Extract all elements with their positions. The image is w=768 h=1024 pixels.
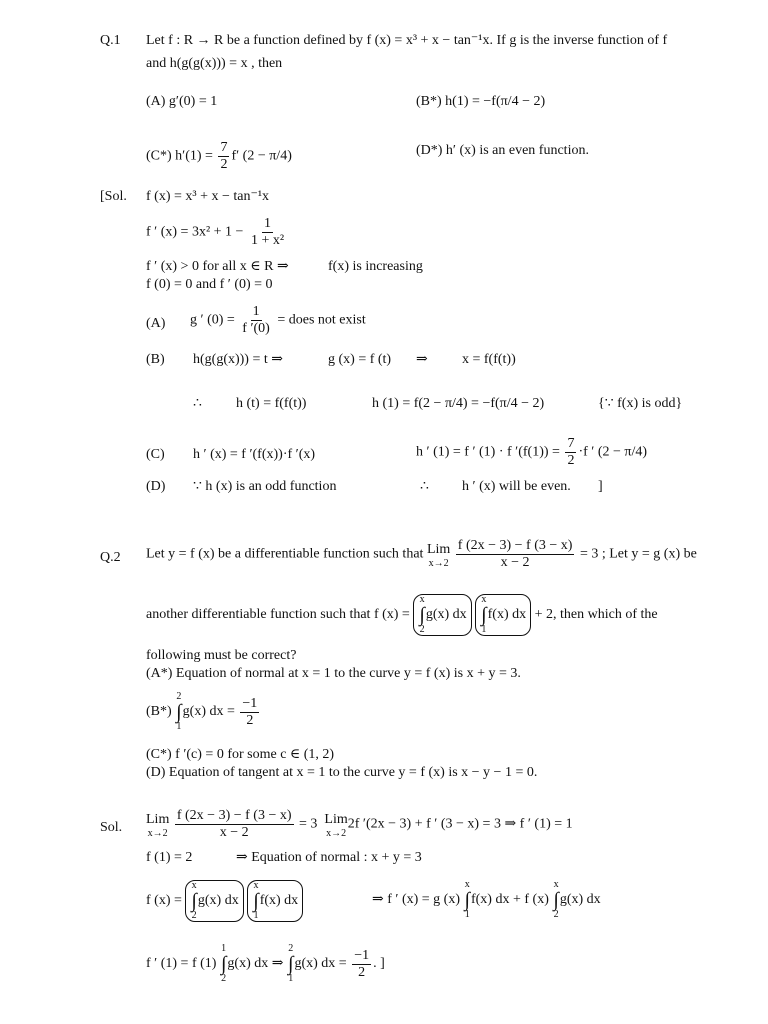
solution-line: f ′ (x) = 3x² + 1 − $\frac{1}{\text{1 + x²}}$ — [146, 216, 285, 248]
solution-label: [Sol. — [100, 189, 127, 204]
part-label: (D) — [146, 479, 166, 494]
solution-line: f ′ (x) > 0 for all x ∈ R ⇒ — [146, 259, 289, 274]
solution-line: h ′ (x) will be even. — [462, 479, 571, 494]
question-stem-line: another differentiable function such that f (x) = x ∫ 2 g(x) dx x ∫ 1 f(x) dx + 2, then which of the — [146, 594, 658, 635]
question-number: Q.2 — [100, 550, 121, 565]
option-c: (C*) h′(1) = $\frac{7}{2}$ f′ (2 − π/4) — [146, 140, 292, 172]
solution-line: g ′ (0) = $\frac{1}{f '(0)}$ = does not exist — [190, 304, 366, 336]
solution-line: ⇒ — [416, 352, 428, 367]
option-d: (D*) h′ (x) is an even function. — [416, 143, 589, 158]
solution-line: f(x) is increasing — [328, 259, 423, 274]
solution-line: f (1) = 2 — [146, 850, 193, 865]
option-a: (A*) Equation of normal at x = 1 to the curve y = f (x) is x + y = 3. — [146, 666, 521, 681]
therefore-symbol: ∴ — [420, 479, 429, 494]
option-a: (A) g′(0) = 1 — [146, 94, 218, 109]
part-label: (B) — [146, 352, 165, 367]
option-c: (C*) f ′(c) = 0 for some c ∈ (1, 2) — [146, 747, 335, 762]
part-label: (A) — [146, 316, 166, 331]
solution-line: f (0) = 0 and f ′ (0) = 0 — [146, 277, 273, 292]
solution-line: ∵ h (x) is an odd function — [193, 479, 337, 494]
solution-line: h (1) = f(2 − π/4) = −f(π/4 − 2) — [372, 396, 545, 411]
closing-bracket: ] — [598, 479, 603, 494]
option-b: (B*) h(1) = −f(π/4 − 2) — [416, 94, 546, 109]
question-stem-line: Let y = f (x) be a differentiable function such that Lim x→2 $\frac{f (2x - 3) - f (3 - x)}{x - 2}$ = 3 ; Let y = g (x) be — [146, 538, 697, 570]
question-stem-line: and h(g(g(x))) = x , then — [146, 56, 283, 71]
question-stem-line: following must be correct? — [146, 648, 297, 663]
solution-label: Sol. — [100, 820, 123, 835]
solution-line: f ′ (1) = f (1) 1 ∫ 2 g(x) dx ⇒ 2 ∫ 1 g(x) dx = $\frac{-1}{2}$ . ] — [146, 943, 385, 984]
solution-line: x = f(f(t)) — [462, 352, 516, 367]
solution-line: f (x) = x ∫ 2 g(x) dx x ∫ 1 f(x) dx — [146, 880, 303, 922]
therefore-symbol: ∴ — [193, 396, 202, 411]
solution-line: g (x) = f (t) — [328, 352, 392, 367]
solution-line: h ′ (x) = f ′(f(x))·f ′(x) — [193, 447, 316, 462]
part-label: (C) — [146, 447, 165, 462]
option-b: (B*) 2 ∫ 1 g(x) dx = $\frac{-1}{2}$ — [146, 691, 258, 732]
solution-line: ⇒ Equation of normal : x + y = 3 — [236, 850, 422, 865]
solution-line: h(g(g(x))) = t ⇒ — [193, 352, 283, 367]
solution-line: ⇒ f ′ (x) = g (x) x ∫ 1 f(x) dx + f (x) x ∫ 2 g(x) dx — [372, 879, 601, 920]
solution-line: {∵ f(x) is odd} — [598, 396, 683, 411]
option-d: (D) Equation of tangent at x = 1 to the curve y = f (x) is x − y − 1 = 0. — [146, 765, 538, 780]
solution-line: h (t) = f(f(t)) — [236, 396, 307, 411]
question-number: Q.1 — [100, 33, 121, 48]
solution-line: Lim x→2 $\frac{f (2x - 3) - f (3 - x)}{x - 2}$ = 3 Lim x→2 2f ′(2x − 3) + f ′ (3 − x) = 3 ⇒ f ′ (1) = 1 — [146, 808, 573, 840]
solution-line: h ′ (1) = f ′ (1) · f ′(f(1)) = $\frac{7}{2}$ ·f ′ (2 − π/4) — [416, 436, 648, 468]
solution-line: f (x) = x³ + x − tan⁻¹x — [146, 189, 270, 204]
question-stem-line: Let f : R → R be a function defined by f (x) = x³ + x − tan⁻¹x. If g is the inverse function of f — [146, 33, 668, 48]
